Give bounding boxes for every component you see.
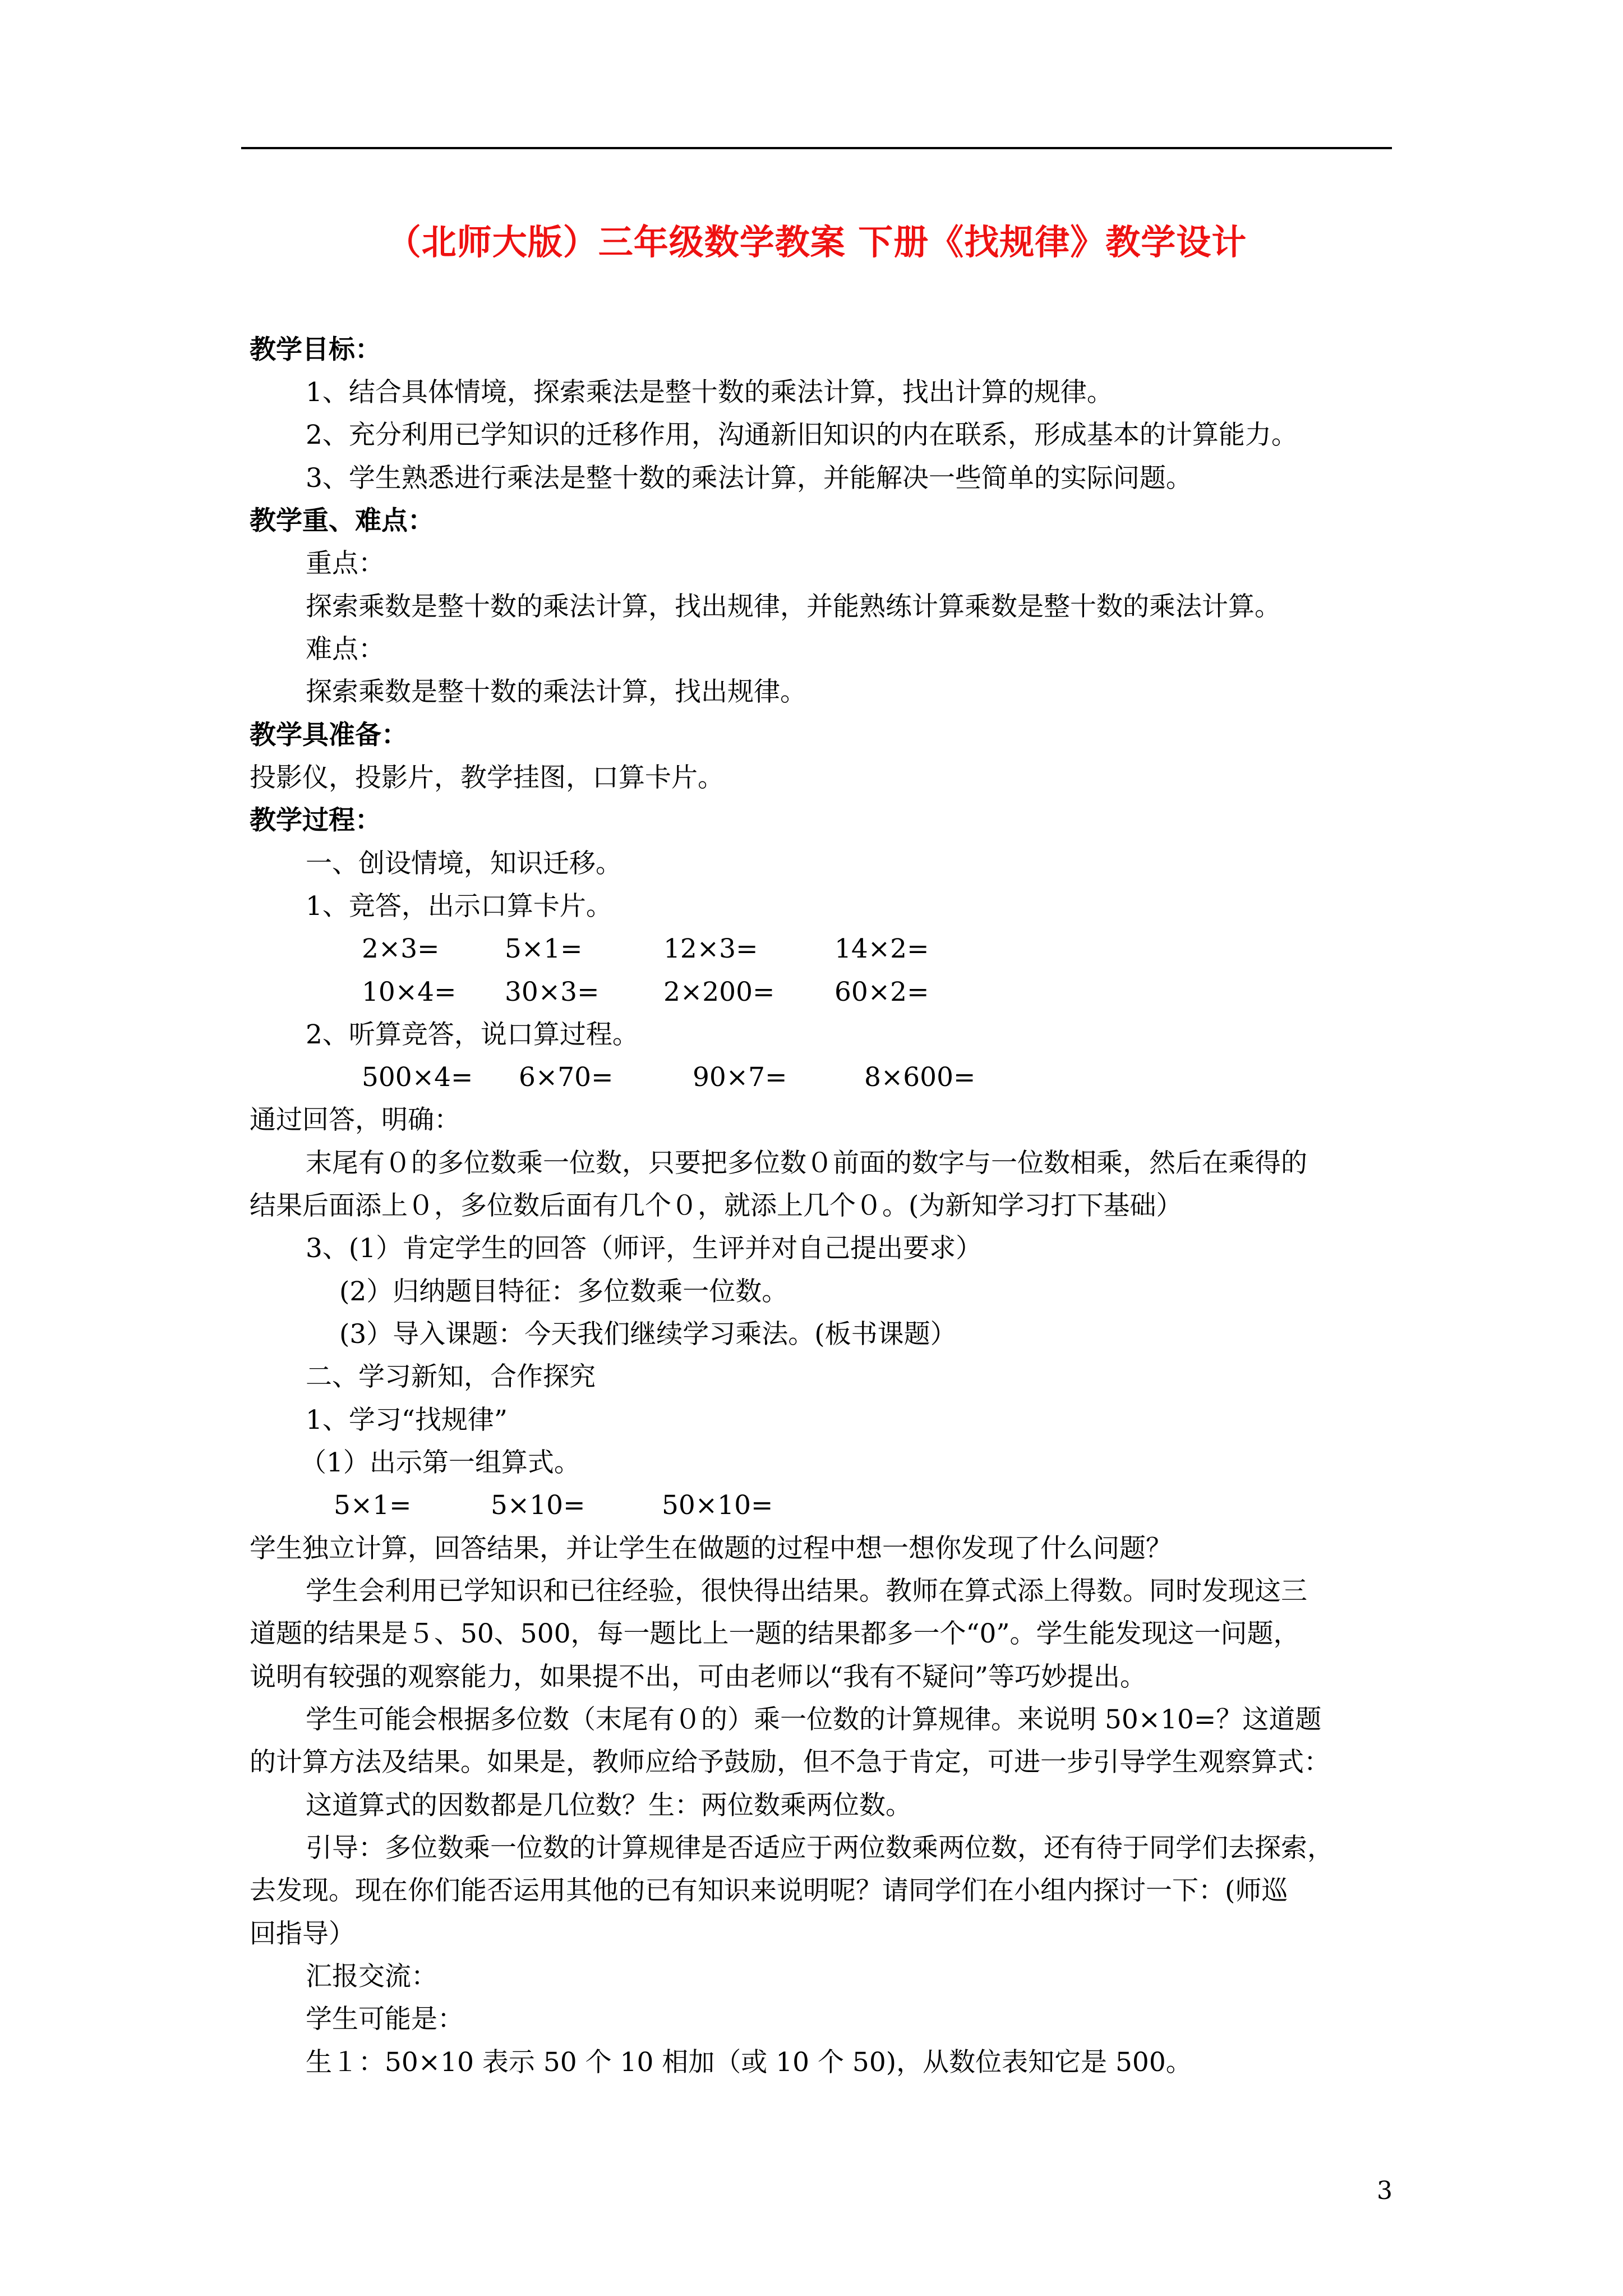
text-line: （1）出示第一组算式。 bbox=[300, 1447, 580, 1478]
text-line: 道题的结果是５、50、500，每一题比上一题的结果都多一个“0”。学生能发现这一问题， bbox=[250, 1618, 1300, 1649]
text-line: 末尾有０的多位数乘一位数，只要把多位数０前面的数字与一位数相乘，然后在乘得的 bbox=[306, 1148, 1307, 1179]
text-line: 回指导） bbox=[250, 1918, 355, 1949]
section-heading: 教学目标： bbox=[250, 334, 381, 365]
text-line: 一、创设情境，知识迁移。 bbox=[306, 848, 622, 879]
page-number: 3 bbox=[1377, 2177, 1393, 2205]
section-heading: 教学具准备： bbox=[250, 720, 408, 751]
text-line: 生１：50×10 表示 50 个 10 相加（或 10 个 50)，从数位表知它是 500。 bbox=[306, 2047, 1192, 2078]
math-expression: 12×3= bbox=[663, 933, 758, 964]
math-expression: 2×200= bbox=[663, 977, 775, 1007]
text-line: 学生可能会根据多位数（末尾有０的）乘一位数的计算规律。来说明 50×10=？这道题 bbox=[306, 1704, 1322, 1735]
text-line: 探索乘数是整十数的乘法计算，找出规律，并能熟练计算乘数是整十数的乘法计算。 bbox=[306, 591, 1281, 622]
text-line: 说明有较强的观察能力，如果提不出，可由老师以“我有不疑问”等巧妙提出。 bbox=[250, 1662, 1147, 1692]
math-expression: 5×10= bbox=[491, 1490, 585, 1521]
text-line: 2、听算竞答，说口算过程。 bbox=[306, 1019, 639, 1050]
text-line: 去发现。现在你们能否运用其他的已有知识来说明呢？请同学们在小组内探讨一下：(师巡 bbox=[250, 1875, 1288, 1906]
math-expression: 6×70= bbox=[519, 1062, 614, 1093]
document-title: （北师大版）三年级数学教案 下册《找规律》教学设计 bbox=[386, 222, 1247, 263]
text-line: 引导：多位数乘一位数的计算规律是否适应于两位数乘两位数，还有待于同学们去探索， bbox=[306, 1833, 1334, 1864]
text-line: 结果后面添上０，多位数后面有几个０，就添上几个０。(为新知学习打下基础） bbox=[250, 1190, 1183, 1221]
header-rule bbox=[241, 147, 1392, 149]
text-line: 1、竞答，出示口算卡片。 bbox=[306, 891, 612, 922]
math-expression: 50×10= bbox=[662, 1490, 773, 1521]
math-expression: 2×3= bbox=[362, 933, 440, 964]
math-expression: 60×2= bbox=[834, 977, 929, 1007]
math-expression: 14×2= bbox=[834, 933, 929, 964]
math-expression: 90×7= bbox=[693, 1062, 787, 1093]
text-line: 学生可能是： bbox=[306, 2004, 464, 2035]
section-heading: 教学过程： bbox=[250, 805, 381, 836]
math-expression: 8×600= bbox=[864, 1062, 976, 1093]
math-expression: 5×1= bbox=[505, 933, 583, 964]
text-line: 通过回答，明确： bbox=[250, 1105, 460, 1135]
text-line: 这道算式的因数都是几位数？生：两位数乘两位数。 bbox=[306, 1790, 912, 1821]
text-line: 1、学习“找规律” bbox=[306, 1405, 508, 1435]
math-expression: 10×4= bbox=[362, 977, 457, 1007]
text-line: 的计算方法及结果。如果是，教师应给予鼓励，但不急于肯定，可进一步引导学生观察算式： bbox=[250, 1747, 1330, 1778]
text-line: 2、充分利用已学知识的迁移作用，沟通新旧知识的内在联系，形成基本的计算能力。 bbox=[306, 420, 1298, 450]
text-line: 重点： bbox=[306, 548, 385, 579]
math-expression: 5×1= bbox=[334, 1490, 412, 1521]
text-line: 二、学习新知，合作探究 bbox=[306, 1361, 596, 1392]
text-line: 探索乘数是整十数的乘法计算，找出规律。 bbox=[306, 677, 806, 707]
text-line: 3、学生熟悉进行乘法是整十数的乘法计算，并能解决一些简单的实际问题。 bbox=[306, 463, 1192, 494]
text-line: 3、(1）肯定学生的回答（师评，生评并对自己提出要求） bbox=[306, 1233, 983, 1264]
section-heading: 教学重、难点： bbox=[250, 505, 434, 536]
text-line: 投影仪，投影片，教学挂图，口算卡片。 bbox=[250, 762, 724, 793]
math-expression: 30×3= bbox=[505, 977, 600, 1007]
text-line: 汇报交流： bbox=[306, 1961, 437, 1992]
text-line: 难点： bbox=[306, 634, 385, 665]
math-expression: 500×4= bbox=[362, 1062, 473, 1093]
text-line: 学生独立计算，回答结果，并让学生在做题的过程中想一想你发现了什么问题？ bbox=[250, 1533, 1172, 1564]
text-line: (3）导入课题：今天我们继续学习乘法。(板书课题） bbox=[339, 1319, 957, 1350]
text-line: 学生会利用已学知识和已往经验，很快得出结果。教师在算式添上得数。同时发现这三 bbox=[306, 1576, 1307, 1607]
text-line: 1、结合具体情境，探索乘法是整十数的乘法计算，找出计算的规律。 bbox=[306, 377, 1113, 408]
text-line: (2）归纳题目特征：多位数乘一位数。 bbox=[339, 1276, 789, 1307]
